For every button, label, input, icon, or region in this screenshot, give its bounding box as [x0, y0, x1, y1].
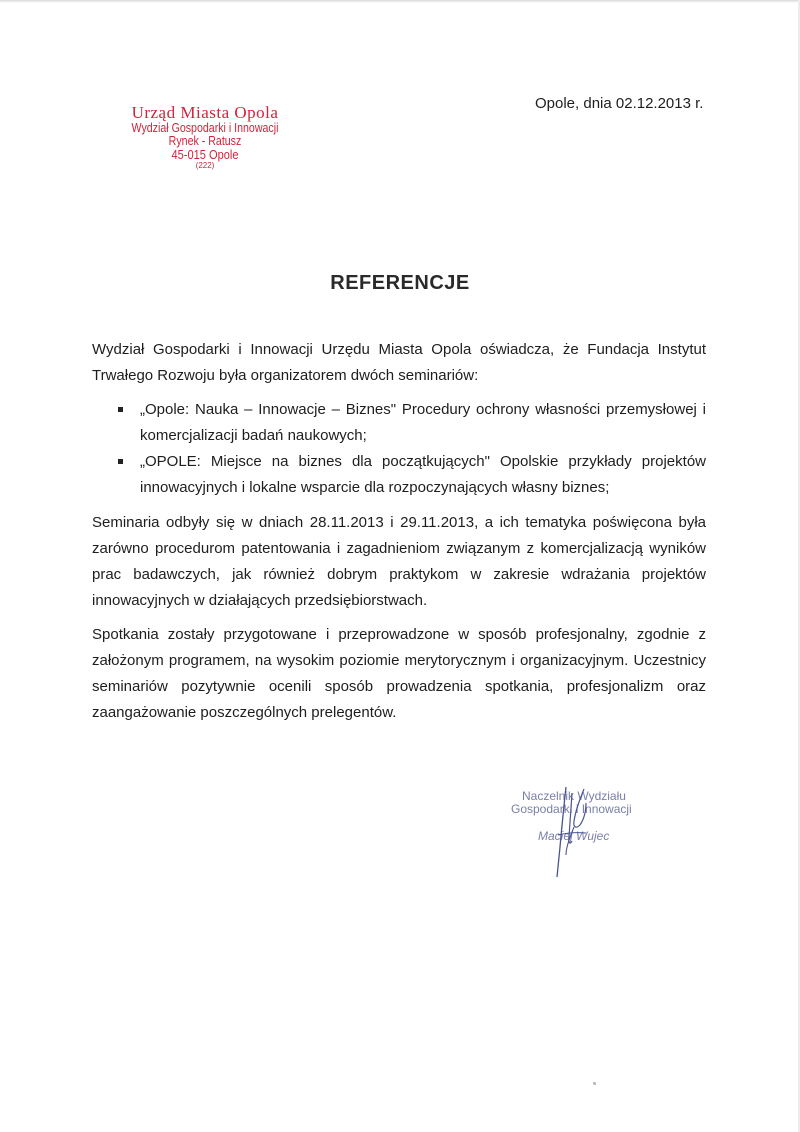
bullet-square-icon — [118, 459, 123, 464]
stamp-postal-city: 45-015 Opole — [171, 147, 239, 163]
list-item — [118, 449, 706, 501]
seminar-2-text: „OPOLE: Miejsce na biznes dla początkujących" Opolskie przykłady projektów innowacyjnych i lokalne wsparcie dla rozpoczynających własny biznes; — [140, 453, 706, 496]
intro-paragraph: Wydział Gospodarki i Innowacji Urzędu Miasta Opola oświadcza, że Fundacja Instytut Trwałego Rozwoju była organizatorem dwóch seminariów: — [92, 341, 706, 384]
stamp-department: Wydział Gospodarki i Innowacji — [131, 120, 279, 135]
evaluation-paragraph: Spotkania zostały przygotowane i przeprowadzone w sposób profesjonalny, zgodnie z założonym programem, na wysokim poziomie merytorycznym i organizacyjnym. Uczestnicy seminariów pozytywnie ocenili sposób prowadzenia spotkania, profesjonalizm oraz zaangażowanie poszczególnych prelegentów. — [92, 626, 706, 721]
stamp-number: (222) — [195, 160, 215, 170]
place-and-date: Opole, dnia 02.12.2013 r. — [535, 95, 704, 112]
stamp-street: Rynek - Ratusz — [168, 133, 242, 148]
handwritten-signature-icon — [500, 785, 650, 885]
seminar-list — [118, 397, 706, 501]
office-stamp — [110, 104, 300, 170]
scan-speck — [593, 1082, 596, 1085]
seminar-1-text: „Opole: Nauka – Innowacje – Biznes" Procedury ochrony własności przemysłowej i komercjalizacji badań naukowych; — [140, 401, 706, 444]
bullet-square-icon — [118, 407, 123, 412]
stamp-office-name: Urząd Miasta Opola — [131, 103, 279, 122]
document-title: REFERENCJE — [330, 272, 470, 294]
scan-edge-top — [0, 0, 800, 3]
signature-name: Maciej Wujec — [538, 829, 610, 843]
signature-title-line-1: Naczelnik Wydziału — [522, 789, 626, 803]
seminar-dates-paragraph: Seminaria odbyły się w dniach 28.11.2013 i 29.11.2013, a ich tematyka poświęcona była zarówno procedurom patentowania i zagadnieniom związanym z komercjalizacją wyników prac badawczych, jak również dobrym praktykom w zakresie wdrażania projektów innowacyjnych w działających przedsiębiorstwach. — [92, 514, 706, 609]
signature-stamp — [500, 785, 650, 885]
signature-title-line-2: Gospodarki i Innowacji — [511, 802, 632, 816]
list-item — [118, 397, 706, 449]
